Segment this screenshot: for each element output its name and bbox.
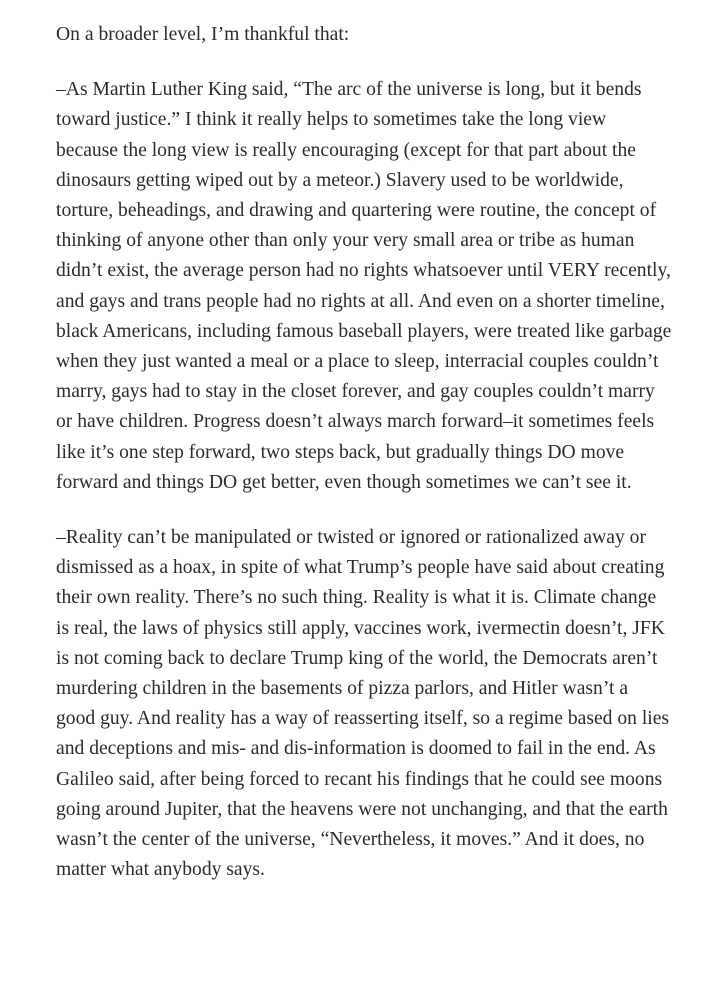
- paragraph-reality: –Reality can’t be manipulated or twisted or ignored or rationalized away or dismissed as a hoax, in spite of what Trump’s people have said about creating their own reality. There’s no such thing. Reality is what it is. Climate change is real, the laws of physics still apply, vaccines work, ivermectin doesn’t, JFK is not coming back to declare Trump king of the world, the Democrats aren’t murdering children in the basements of pizza parlors, and Hitler wasn’t a good guy. And reality has a way of reasserting itself, so a regime based on lies and deceptions and mis- and dis-information is doomed to fail in the end. As Galileo said, after being forced to recant his findings that he could see moons going around Jupiter, that the heavens were not unchanging, and that the earth wasn’t the center of the universe, “Nevertheless, it moves.” And it does, no matter what anybody says.: [56, 527, 670, 881]
- paragraph-justice: –As Martin Luther King said, “The arc of the universe is long, but it bends toward justice.” I think it really helps to sometimes take the long view because the long view is really encouraging (except for that part about the dinosaurs getting wiped out by a meteor.) Slavery used to be worldwide, torture, beheadings, and drawing and quartering were routine, the concept of thinking of anyone other than only your very small area or tribe as human didn’t exist, the average person had no rights whatsoever until VERY recently, and gays and trans people had no rights at all. And even on a shorter timeline, black Americans, including famous baseball players, were treated like garbage when they just wanted a meal or a place to sleep, interracial couples couldn’t marry, gays had to stay in the closet forever, and gay couples couldn’t marry or have children. Progress doesn’t always march forward–it sometimes feels like it’s one step forward, two steps back, but gradually things DO move forward and things DO get better, even though sometimes we can’t see it.: [56, 79, 672, 493]
- paragraph-intro: On a broader level, I’m thankful that:: [56, 24, 350, 45]
